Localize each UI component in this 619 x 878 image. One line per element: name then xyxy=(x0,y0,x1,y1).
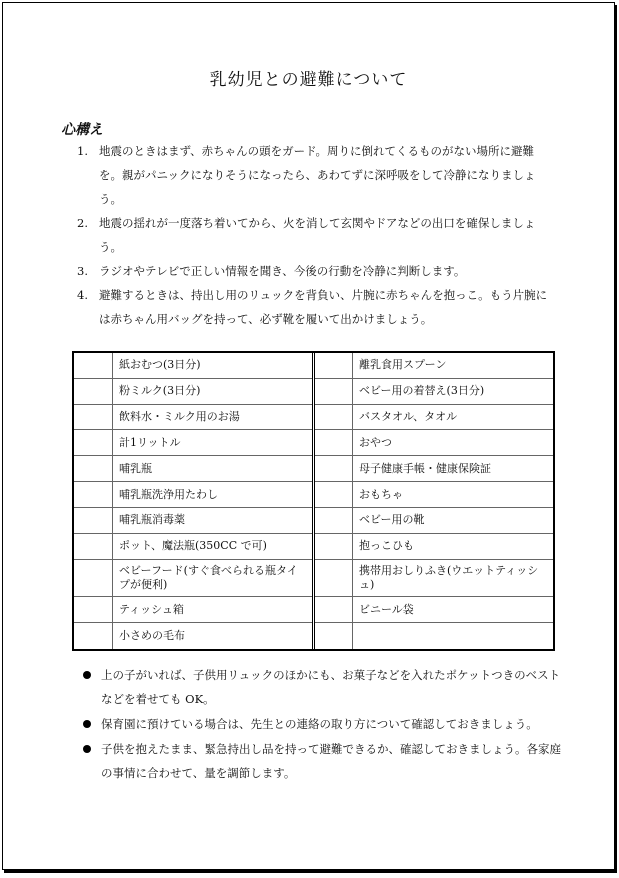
checklist-item: 抱っこひも xyxy=(359,539,414,553)
checkbox-cell[interactable] xyxy=(74,353,113,378)
bullet-icon xyxy=(83,671,91,679)
checklist-row xyxy=(315,482,553,508)
checkbox-cell[interactable] xyxy=(315,353,353,378)
notes-list xyxy=(83,663,563,786)
checkbox-cell[interactable] xyxy=(74,597,113,622)
bullet-icon xyxy=(83,745,91,753)
checklist-row xyxy=(315,430,553,456)
checklist-item: ベビー用の靴 xyxy=(359,513,425,527)
step-text: ラジオやテレビで正しい情報を聞き、今後の行動を冷静に判断します。 xyxy=(99,264,466,278)
section-heading: 心構え xyxy=(61,122,103,138)
checklist-row xyxy=(74,405,312,431)
note-text: 上の子がいれば、子供用リュックのほかにも、お菓子などを入れたポケットつきのベストなどを着せても OK。 xyxy=(101,668,561,706)
checklist-row xyxy=(315,405,553,431)
note-text: 子供を抱えたまま、緊急持出し品を持って避難できるか、確認しておきましょう。各家庭の事情に合わせて、量を調節します。 xyxy=(101,742,561,780)
checklist-item: ビニール袋 xyxy=(359,602,414,616)
checklist-item: 小さめの毛布 xyxy=(119,629,185,643)
checkbox-cell[interactable] xyxy=(74,430,113,455)
step-text: 避難するときは、持出し用のリュックを背負い、片腕に赤ちゃんを抱っこ。もう片腕には赤ちゃん用バッグを持って、必ず靴を履いて出かけましょう。 xyxy=(99,288,548,326)
checklist-column-left xyxy=(74,353,315,649)
step-text: 地震のときはまず、赤ちゃんの頭をガード。周りに倒れてくるものがない場所に避難を。親がパニックになりそうになったら、あわてずに深呼吸をして冷静になりましょう。 xyxy=(99,144,536,206)
checklist-row xyxy=(315,534,553,560)
checklist-item: 粉ミルク(3日分) xyxy=(119,384,201,398)
checklist-row xyxy=(315,353,553,379)
note-item xyxy=(83,737,563,785)
checklist-item: 哺乳瓶洗浄用たわし xyxy=(119,487,218,501)
checkbox-cell[interactable] xyxy=(315,482,353,507)
checklist-row xyxy=(315,560,553,598)
checklist-item: 母子健康手帳・健康保険証 xyxy=(359,461,491,475)
step-item xyxy=(77,139,557,211)
checklist-table xyxy=(72,351,555,651)
checklist-row xyxy=(74,482,312,508)
checkbox-cell[interactable] xyxy=(315,534,353,559)
checkbox-cell[interactable] xyxy=(315,456,353,481)
checkbox-cell[interactable] xyxy=(74,534,113,559)
checklist-item: 飲料水・ミルク用のお湯 xyxy=(119,410,240,424)
step-item xyxy=(77,283,557,331)
checkbox-cell[interactable] xyxy=(315,597,353,622)
checklist-item: 哺乳瓶 xyxy=(119,461,152,475)
checkbox-cell[interactable] xyxy=(74,456,113,481)
checklist-row xyxy=(74,597,312,623)
steps-list xyxy=(77,139,557,331)
note-item xyxy=(83,712,563,736)
checklist-item: バスタオル、タオル xyxy=(359,410,458,424)
checkbox-cell[interactable] xyxy=(74,508,113,533)
checklist-row xyxy=(74,534,312,560)
checklist-item: 哺乳瓶消毒薬 xyxy=(119,513,185,527)
checkbox-cell[interactable] xyxy=(315,379,353,404)
checkbox-cell[interactable] xyxy=(315,623,353,649)
page-title: 乳幼児との避難について xyxy=(209,70,408,90)
checklist-item: 紙おむつ(3日分) xyxy=(119,358,201,372)
checkbox-cell[interactable] xyxy=(315,405,353,430)
checklist-item: おやつ xyxy=(359,435,392,449)
step-number: 4. xyxy=(77,288,88,302)
checklist-row xyxy=(74,508,312,534)
step-item xyxy=(77,211,557,259)
checkbox-cell[interactable] xyxy=(315,560,353,597)
step-item xyxy=(77,259,557,283)
checklist-row xyxy=(74,560,312,598)
checklist-row xyxy=(315,623,553,649)
note-item xyxy=(83,663,563,711)
bullet-icon xyxy=(83,720,91,728)
checklist-row xyxy=(74,430,312,456)
step-number: 1. xyxy=(77,144,88,158)
checkbox-cell[interactable] xyxy=(74,405,113,430)
checklist-row xyxy=(315,508,553,534)
checklist-row xyxy=(74,353,312,379)
checkbox-cell[interactable] xyxy=(74,482,113,507)
document-page xyxy=(2,2,615,870)
checklist-row xyxy=(74,623,312,649)
step-number: 3. xyxy=(77,264,88,278)
step-number: 2. xyxy=(77,216,88,230)
checkbox-cell[interactable] xyxy=(315,508,353,533)
checklist-item xyxy=(353,623,365,649)
checklist-item: 計1リットル xyxy=(119,435,181,449)
checklist-column-right xyxy=(315,353,553,649)
checkbox-cell[interactable] xyxy=(74,623,113,649)
checklist-row xyxy=(315,379,553,405)
checklist-item: ポット、魔法瓶(350CC で可) xyxy=(119,539,267,553)
checklist-row xyxy=(315,456,553,482)
step-text: 地震の揺れが一度落ち着いてから、火を消して玄関やドアなどの出口を確保しましょう。 xyxy=(99,216,536,254)
checklist-item: 携帯用おしりふき(ウエットティッシュ) xyxy=(359,564,539,591)
checklist-row xyxy=(74,379,312,405)
checklist-item: ティッシュ箱 xyxy=(119,602,184,616)
note-text: 保育園に預けている場合は、先生との連絡の取り方について確認しておきましょう。 xyxy=(101,717,538,731)
checklist-item: おもちゃ xyxy=(359,487,403,501)
checklist-item: ベビーフード(すぐ食べられる瓶タイプが便利) xyxy=(119,564,298,591)
checklist-row xyxy=(315,597,553,623)
checklist-row xyxy=(74,456,312,482)
checkbox-cell[interactable] xyxy=(74,379,113,404)
checklist-item: ベビー用の着替え(3日分) xyxy=(359,384,485,398)
checklist-item: 離乳食用スプーン xyxy=(359,358,447,372)
checkbox-cell[interactable] xyxy=(315,430,353,455)
checkbox-cell[interactable] xyxy=(74,560,113,597)
